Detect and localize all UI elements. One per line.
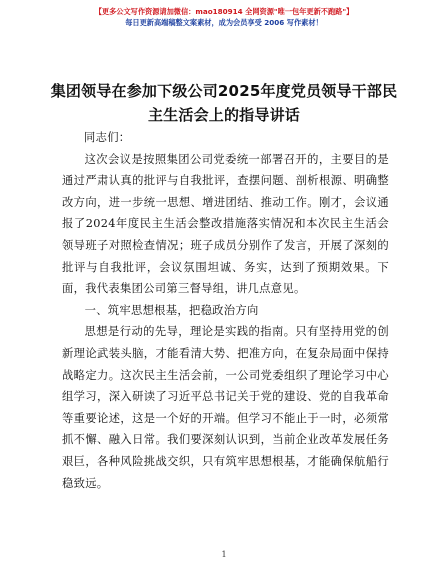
document-title: 集团领导在参加下级公司2025年度党员领导干部民主生活会上的指导讲话 — [50, 82, 398, 124]
promo-banner-line-2: 每日更新高端稿整文案素材，成为会员享受 2006 写作素材！ — [125, 18, 323, 27]
paragraph-section-1: 思想是行动的先导，理论是实践的指南。只有坚持用党的创新理论武装头脑，才能看清大势、把准方向，在复杂局面中保持战略定力。这次民主生活会前，一公司党委组织了理论学习中心组学习，深入研读了习近平总书记关于党的建设、党的自我革命等重要论述，这是一个好的开端。但学习不能止于一时，必须常抓不懈、融入日常。我们要深刻认识到，当前企业改革发展任务艰巨，各种风险挑战交织，只有筑牢思想根基，才能确保航船行稳致远。 — [62, 325, 389, 490]
page-number: 1 — [221, 550, 227, 559]
document-body — [62, 127, 389, 494]
promo-banner-line-1: 【更多公文写作资源请加微信：mao180914 全网资源"唯一包年更新不跑路"】 — [94, 7, 354, 16]
promo-banner — [0, 6, 448, 28]
paragraph-intro: 这次会议是按照集团公司党委统一部署召开的，主要目的是通过严肃认真的批评与自我批评，查摆问题、剖析根源、明确整改方向，进一步统一思想、增进团结、推动工作。刚才，会议通报了2024年度民主生活会整改措施落实情况和本次民主生活会领导班子对照检查情况；班子成员分别作了发言，开展了深刻的批评与自我批评，会议氛围坦诚、务实，达到了预期效果。下面，我代表集团公司第三督导组，讲几点意见。 — [62, 152, 389, 296]
salutation: 同志们： — [84, 131, 131, 144]
section-heading-1: 一、筑牢思想根基，把稳政治方向 — [84, 303, 259, 317]
